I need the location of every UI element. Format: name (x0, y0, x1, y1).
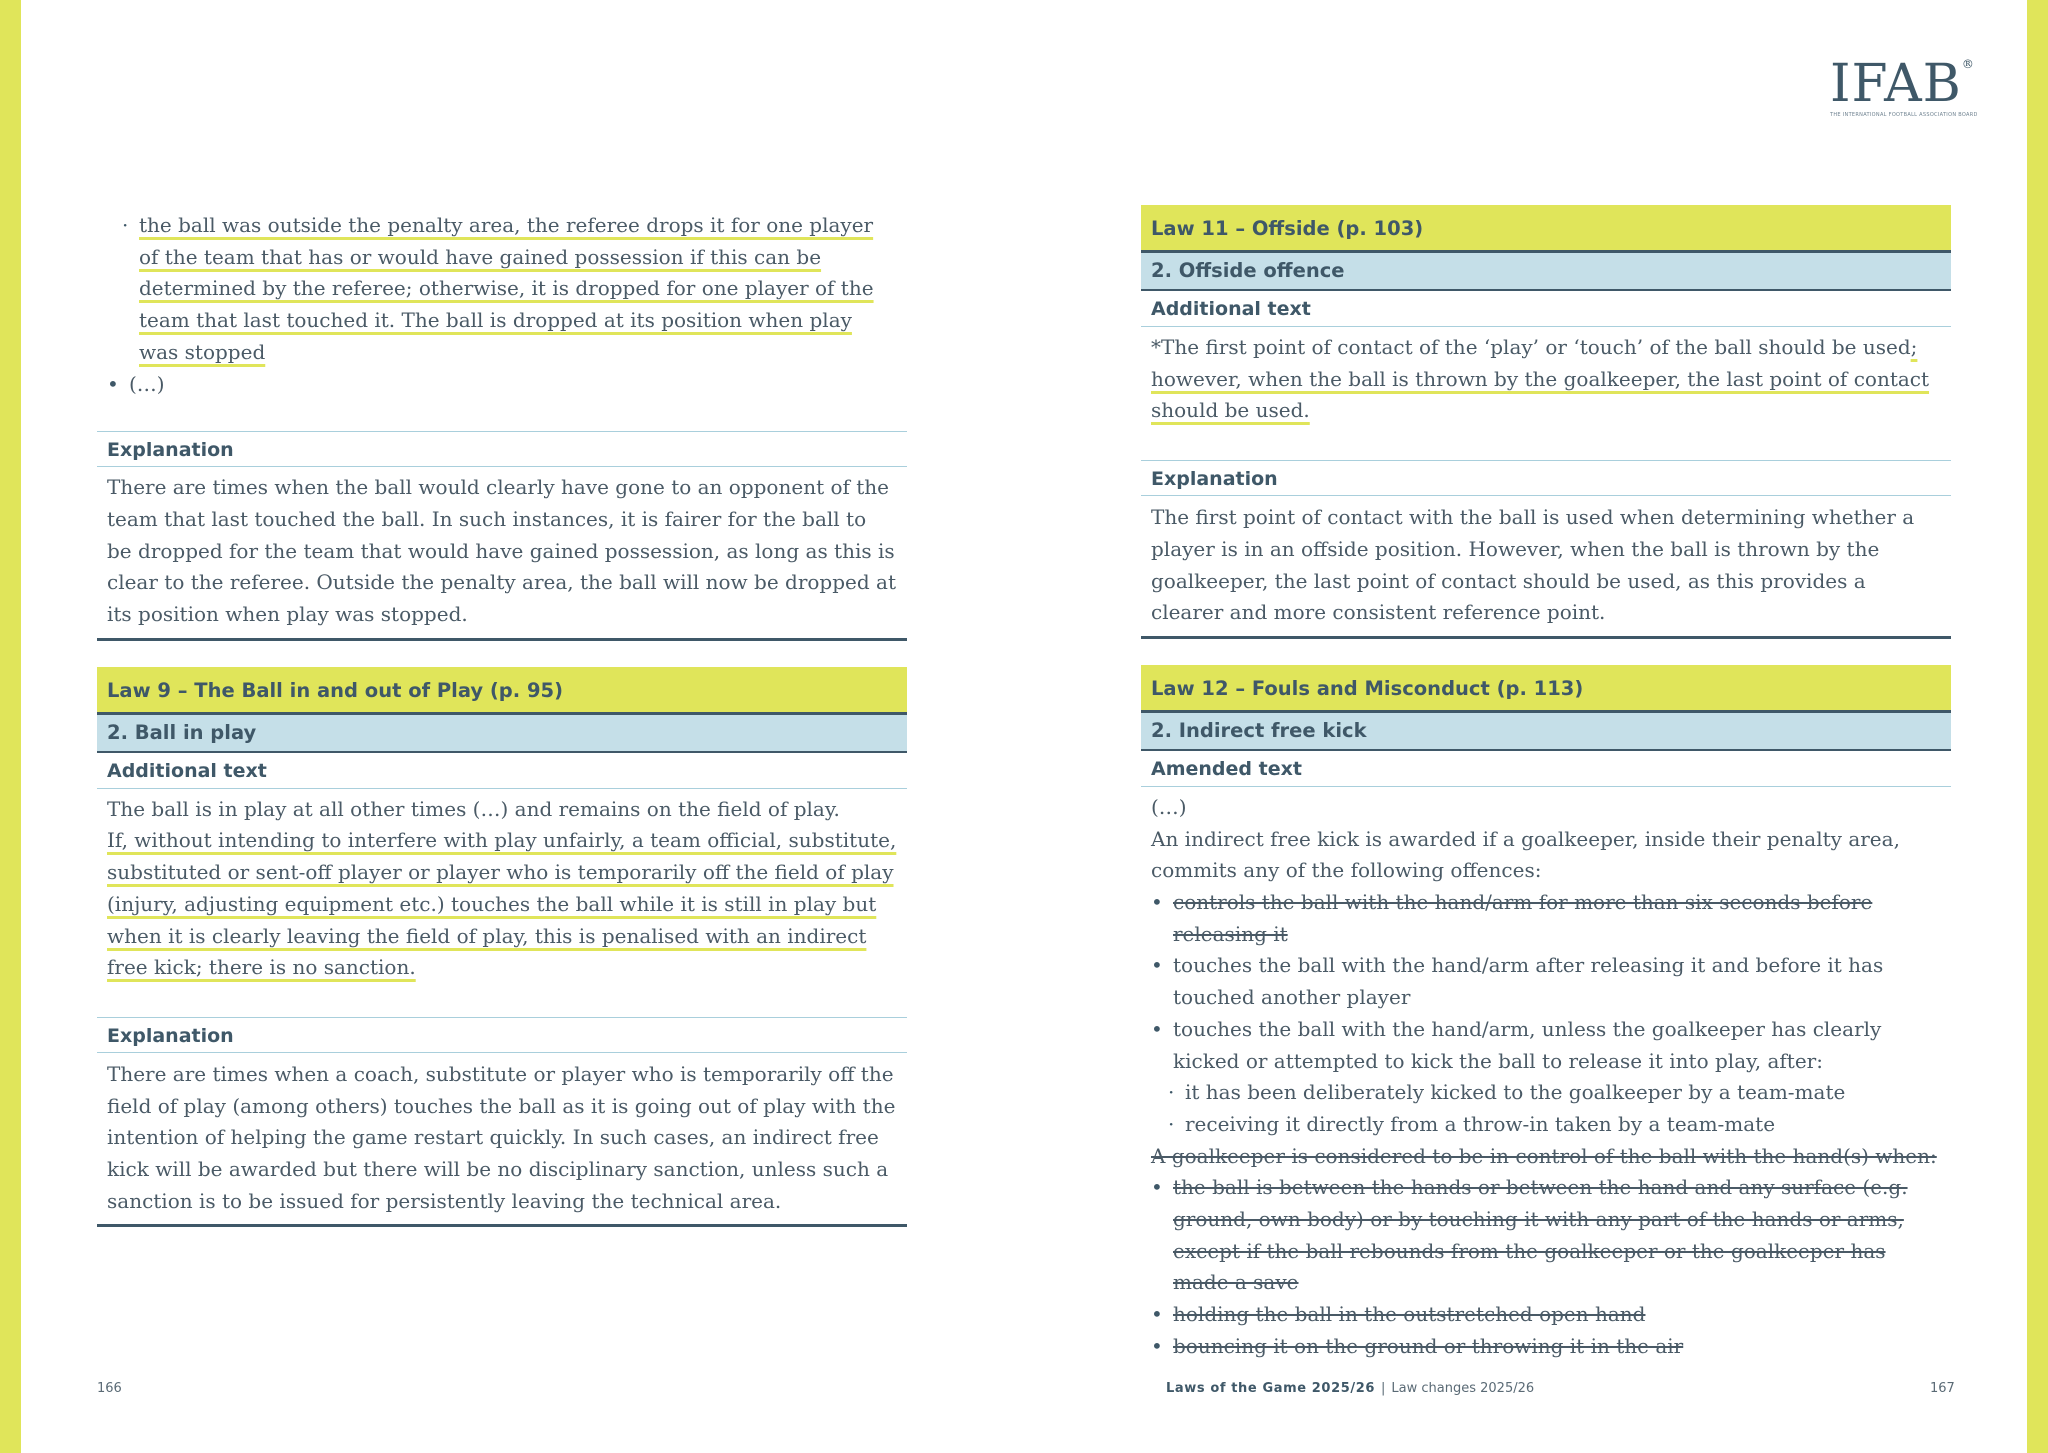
list-item: · receiving it directly from a throw-in taken by a team-mate (1168, 1109, 1941, 1141)
law12-deleted-list (1141, 1172, 1951, 1362)
logo-tagline: THE INTERNATIONAL FOOTBALL ASSOCIATION BOARD (1830, 112, 1978, 118)
left-column (97, 210, 907, 1227)
law12-block (1141, 665, 1951, 1363)
law12-title: Law 12 – Fouls and Misconduct (p. 113) (1141, 665, 1951, 713)
law11-title: Law 11 – Offside (p. 103) (1141, 205, 1951, 253)
footer-book-title: Laws of the Game 2025/26 (1166, 1381, 1376, 1396)
law9-additional-label: Additional text (97, 753, 907, 789)
explanation-text: There are times when the ball would clearly have gone to an opponent of the team that last touched the ball. In such instances, it is fairer for the ball to be dropped for the team that would have gained possession, as long as this is clear to the referee. Outside the penalty area, the ball will now be dropped at its position when play was stopped. (107, 475, 896, 627)
footer-running-title (1166, 1381, 1534, 1396)
intro-sublist (97, 210, 907, 369)
law11-additional-label: Additional text (1141, 291, 1951, 327)
law11-section: 2. Offside offence (1141, 253, 1951, 291)
law9-text-added: If, without intending to interfere with play unfairly, a team official, substitute, substituted or sent-off player or player who is temporarily off the field of play (injury, adjusting equipment etc.) touches the ball while it is still in play but when it is clearly leaving the field of play, this is penalised with an indirect free kick; there is no sanction. (107, 828, 897, 980)
list-item: · it has been deliberately kicked to the goalkeeper by a team-mate (1168, 1077, 1941, 1109)
intro-list (97, 369, 907, 401)
law9-title: Law 9 – The Ball in and out of Play (p. 95) (97, 667, 907, 715)
list-item: • controls the ball with the hand/arm for more than six seconds before releasing it (1151, 887, 1941, 950)
explanation-text: There are times when a coach, substitute or player who is temporarily off the field of play (among others) touches the ball as it is going out of play with the intention of helping the game restart quickly. In such cases, an indirect free kick will be awarded but there will be no disciplinary sanction, unless such a sanction is to be issued for persistently leaving the technical area. (107, 1061, 896, 1213)
page-number-left: 166 (97, 1381, 122, 1396)
list-item: • touches the ball with the hand/arm, unless the goalkeeper has clearly kicked or attempted to kick the ball to release it into play, after: (1151, 1014, 1941, 1077)
right-edge-band (2027, 0, 2048, 1453)
page-number-right: 167 (1930, 1381, 1955, 1396)
law9-block (97, 667, 907, 1228)
list-item: • holding the ball in the outstretched open hand (1151, 1299, 1941, 1331)
list-item: · the ball was outside the penalty area, the referee drops it for one player of the team that has or would have gained possession if this can be determined by the referee; otherwise, it is dropped for one player of the team that last touched it. The ball is dropped at its position when play was stopped (122, 210, 897, 369)
explanation-text: The first point of contact with the ball is used when determining whether a player is in an offside position. However, when the ball is thrown by the goalkeeper, the last point of contact should be used, as this provides a clearer and more consistent reference point. (1151, 505, 1915, 625)
list-item: • (…) (107, 369, 897, 401)
explanation-block (97, 467, 907, 641)
law12-deleted-heading: A goalkeeper is considered to be in control of the ball with the hand(s) when: (1151, 1143, 1937, 1168)
footer-section: Law changes 2025/26 (1391, 1381, 1535, 1396)
explanation-label: Explanation (1141, 460, 1951, 496)
law11-text: *The first point of contact of the ‘play’ or ‘touch’ of the ball should be used; however, when the ball is thrown by the goalkeeper, the last point of contact should be used. (1151, 335, 1930, 423)
law9-section: 2. Ball in play (97, 715, 907, 753)
right-column (1141, 205, 1951, 1363)
explanation-block (1141, 496, 1951, 639)
law9-text-plain: The ball is in play at all other times (…) and remains on the field of play. (107, 796, 840, 821)
law12-ellipsis: (…) (1151, 794, 1187, 819)
logo-mark: IFAB (1830, 54, 1962, 114)
ifab-logo (1830, 54, 1978, 118)
left-edge-band (0, 0, 21, 1453)
law12-amended-label: Amended text (1141, 751, 1951, 787)
law12-intro: An indirect free kick is awarded if a goalkeeper, inside their penalty area, commits any of the following offences: (1151, 826, 1900, 883)
law12-list (1141, 887, 1951, 1077)
explanation-label: Explanation (97, 431, 907, 467)
explanation-block (97, 1053, 907, 1228)
list-item: • touches the ball with the hand/arm after releasing it and before it has touched another player (1151, 950, 1941, 1013)
footer-separator: | (1381, 1381, 1386, 1396)
logo-registered: ® (1961, 57, 1975, 71)
law12-section: 2. Indirect free kick (1141, 713, 1951, 751)
list-item: • bouncing it on the ground or throwing it in the air (1151, 1331, 1941, 1363)
list-item: • the ball is between the hands or between the hand and any surface (e.g. ground, own body) or by touching it with any part of the hands or arms, except if the ball rebounds from the goalkeeper or the goalkeeper has made a save (1151, 1172, 1941, 1299)
law12-sublist (1141, 1077, 1951, 1140)
explanation-label: Explanation (97, 1017, 907, 1053)
